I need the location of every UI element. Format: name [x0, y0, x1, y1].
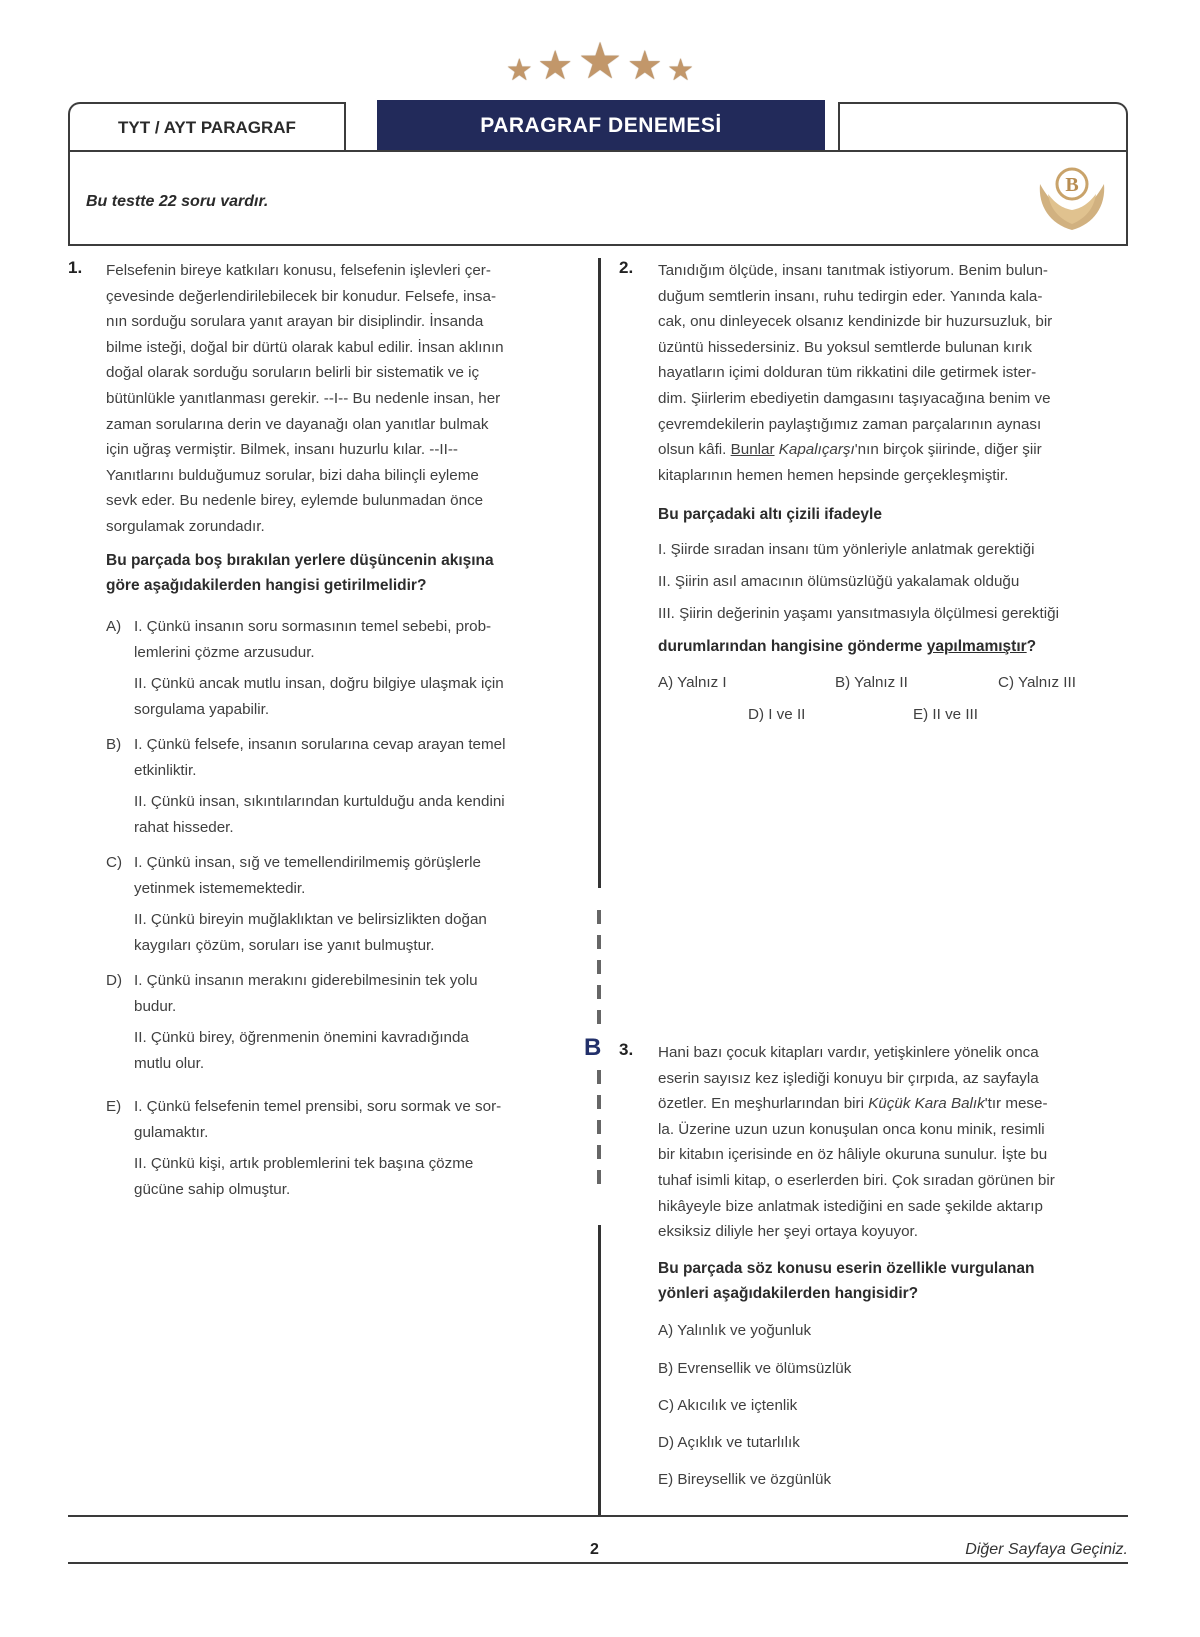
- question-number: 1.: [68, 258, 83, 277]
- divider-dash: [597, 1010, 601, 1024]
- page-number: 2: [590, 1541, 599, 1558]
- footer-top-rule: [68, 1515, 1128, 1517]
- question-2-passage: Tanıdığım ölçüde, insanı tanıtmak istiyorum. Benim bulun- duğum semtlerin insanı, ruhu tedirgin eder. Yanında kala- cak, onu dinleyecek olsanız kendinizde bir huzursuzluk, bir üzüntü hissedersiniz. Bu yoksul semtlerde bulunan kırık hayatların içimi dolduran tüm rikkatini dile getirmek ister- dim. Şiirlerim ebediyetin damgasını taşıyacağına benim ve çevremdekilerin paylaştığımız zaman parçalarının aynası olsun kâfi. Bunlar Kapalıçarşı'nın birçok şiirinde, diğer şiir kitaplarının hemen hemen hepsinde gerçekleşmiştir.: [658, 262, 1053, 484]
- underlined-phrase: Bunlar: [730, 441, 775, 459]
- answer-option-d[interactable]: D) I ve II: [748, 706, 806, 723]
- question-1-passage: Felsefenin bireye katkıları konusu, felsefenin işlevleri çer- çevesinde değerlendirilebilecek bir konudur. Felsefe, insa- nın sorduğu sorulara yanıt arayan bir disiplindir. İnsanda bilme isteği, doğal bir dürtü olarak kabul edilir. İnsan aklının doğal olarak sorduğu soruların belirli bir sistematik ve iç bütünlükle yanıtlanması gerekir. --I-- Bu nedenle insan, her zaman sorularına derin ve dayanağı olan yanıtlar bulmak için uğraş vermiştir. Bilmek, insanı huzurlu kılar. --II-- Yanıtlarını bulduğumuz sorular, bizi daha bilinçli eyleme sevk eder. Bu nedenle birey, eylemde bulunmadan önce sorgulamak zorundadır.: [106, 262, 504, 535]
- answer-option-e[interactable]: E) II ve III: [913, 706, 978, 723]
- answer-option-b[interactable]: B) Evrensellik ve ölümsüzlük: [658, 1360, 852, 1377]
- divider-dash: [597, 1120, 601, 1134]
- subject-tab: TYT / AYT PARAGRAF: [68, 102, 346, 152]
- footer-bottom-rule: [68, 1562, 1128, 1564]
- answer-option-d[interactable]: D) Açıklık ve tutarlılık: [658, 1434, 800, 1451]
- answer-option-d[interactable]: D) I. Çünkü insanın merakını giderebilmesinin tek yolu budur. II. Çünkü birey, öğrenmenin önemini kavradığında mutlu olur.: [106, 972, 478, 1072]
- publisher-logo-icon: [1030, 158, 1114, 242]
- question-count-note: Bu testte 22 soru vardır.: [86, 193, 269, 210]
- question-2-stem-top: Bu parçadaki altı çizili ifadeyle: [658, 506, 882, 523]
- column-divider: [598, 258, 601, 888]
- divider-dash: [597, 960, 601, 974]
- publisher-small-logo-icon: B: [584, 1034, 602, 1061]
- empty-tab: [838, 102, 1128, 152]
- question-2-items: I. Şiirde sıradan insanı tüm yönleriyle anlatmak gerektiği II. Şiirin asıl amacının ölümsüzlüğü yakalamak olduğu III. Şiirin değerinin yaşamı yansıtmasıyla ölçülmesi gerektiği: [658, 541, 1059, 622]
- divider-dash: [597, 985, 601, 999]
- svg-text:B: B: [1065, 174, 1079, 196]
- column-divider: [598, 1225, 601, 1515]
- rating-stars: [0, 33, 1200, 96]
- question-number: 3.: [619, 1040, 634, 1059]
- next-page-note: Diğer Sayfaya Geçiniz.: [965, 1541, 1128, 1558]
- star-icon: ★: [626, 44, 663, 88]
- divider-dash: [597, 1070, 601, 1084]
- star-icon: ★: [667, 54, 695, 87]
- question-2-stem-bottom: durumlarından hangisine gönderme yapılmamıştır?: [658, 638, 1037, 655]
- answer-option-e[interactable]: E) I. Çünkü felsefenin temel prensibi, soru sormak ve sor- gulamaktır. II. Çünkü kişi, artık problemlerini tek başına çözme gücüne sahip olmuştur.: [106, 1098, 502, 1198]
- star-icon: ★: [577, 33, 623, 89]
- question-1-stem: Bu parçada boş bırakılan yerlere düşüncenin akışına göre aşağıdakilerden hangisi getirilmelidir?: [106, 552, 494, 594]
- question-3-passage: Hani bazı çocuk kitapları vardır, yetişkinlere yönelik onca eserin sayısız kez işlediği konuyu bir çırpıda, az sayfayla özetler. En meşhurlarından biri Küçük Kara Balık'tır mese- la. Üzerine uzun uzun konuşulan onca konu minik, resimli bir kitabın içerisinde en öz hâliyle okuruna sunulur. İşte bu tuhaf isimli kitap, o eserlerden biri. Çok sıradan görünen bir hikâyeyle bize anlatmak istediğini en sade şekilde aktarıp eksiksiz diliyle her şeyi ortaya koyuyor.: [658, 1044, 1055, 1241]
- divider-dash: [597, 1095, 601, 1109]
- exam-title: PARAGRAF DENEMESİ: [377, 100, 825, 152]
- question-number: 2.: [619, 258, 634, 277]
- answer-option-a[interactable]: A) Yalınlık ve yoğunluk: [658, 1322, 812, 1339]
- divider-dash: [597, 1145, 601, 1159]
- answer-option-e[interactable]: E) Bireysellik ve özgünlük: [658, 1471, 832, 1488]
- answer-option-a[interactable]: A) Yalnız I: [658, 674, 727, 691]
- answer-option-b[interactable]: B) Yalnız II: [835, 674, 908, 691]
- divider-dash: [597, 1170, 601, 1184]
- answer-option-c[interactable]: C) I. Çünkü insan, sığ ve temellendirilmemiş görüşlerle yetinmek istememektedir. II. Çünkü bireyin muğlaklıktan ve belirsizlikten doğan kaygıları çözüm, soruları ise yanıt bulmuştur.: [106, 854, 487, 954]
- answer-option-c[interactable]: C) Akıcılık ve içtenlik: [658, 1397, 798, 1414]
- divider-dash: [597, 935, 601, 949]
- divider-dash: [597, 910, 601, 924]
- answer-option-b[interactable]: B) I. Çünkü felsefe, insanın sorularına cevap arayan temel etkinliktir. II. Çünkü insan, sıkıntılarından kurtulduğu anda kendini rahat hisseder.: [106, 736, 506, 836]
- answer-option-a[interactable]: A) I. Çünkü insanın soru sormasının temel sebebi, prob- lemlerini çözme arzusudur. II. Çünkü ancak mutlu insan, doğru bilgiye ulaşmak için sorgulama yapabilir.: [106, 618, 504, 718]
- question-3-stem: Bu parçada söz konusu eserin özellikle vurgulanan yönleri aşağıdakilerden hangisidir?: [658, 1260, 1035, 1302]
- star-icon: ★: [505, 54, 533, 87]
- star-icon: ★: [537, 44, 574, 88]
- answer-option-c[interactable]: C) Yalnız III: [998, 674, 1076, 691]
